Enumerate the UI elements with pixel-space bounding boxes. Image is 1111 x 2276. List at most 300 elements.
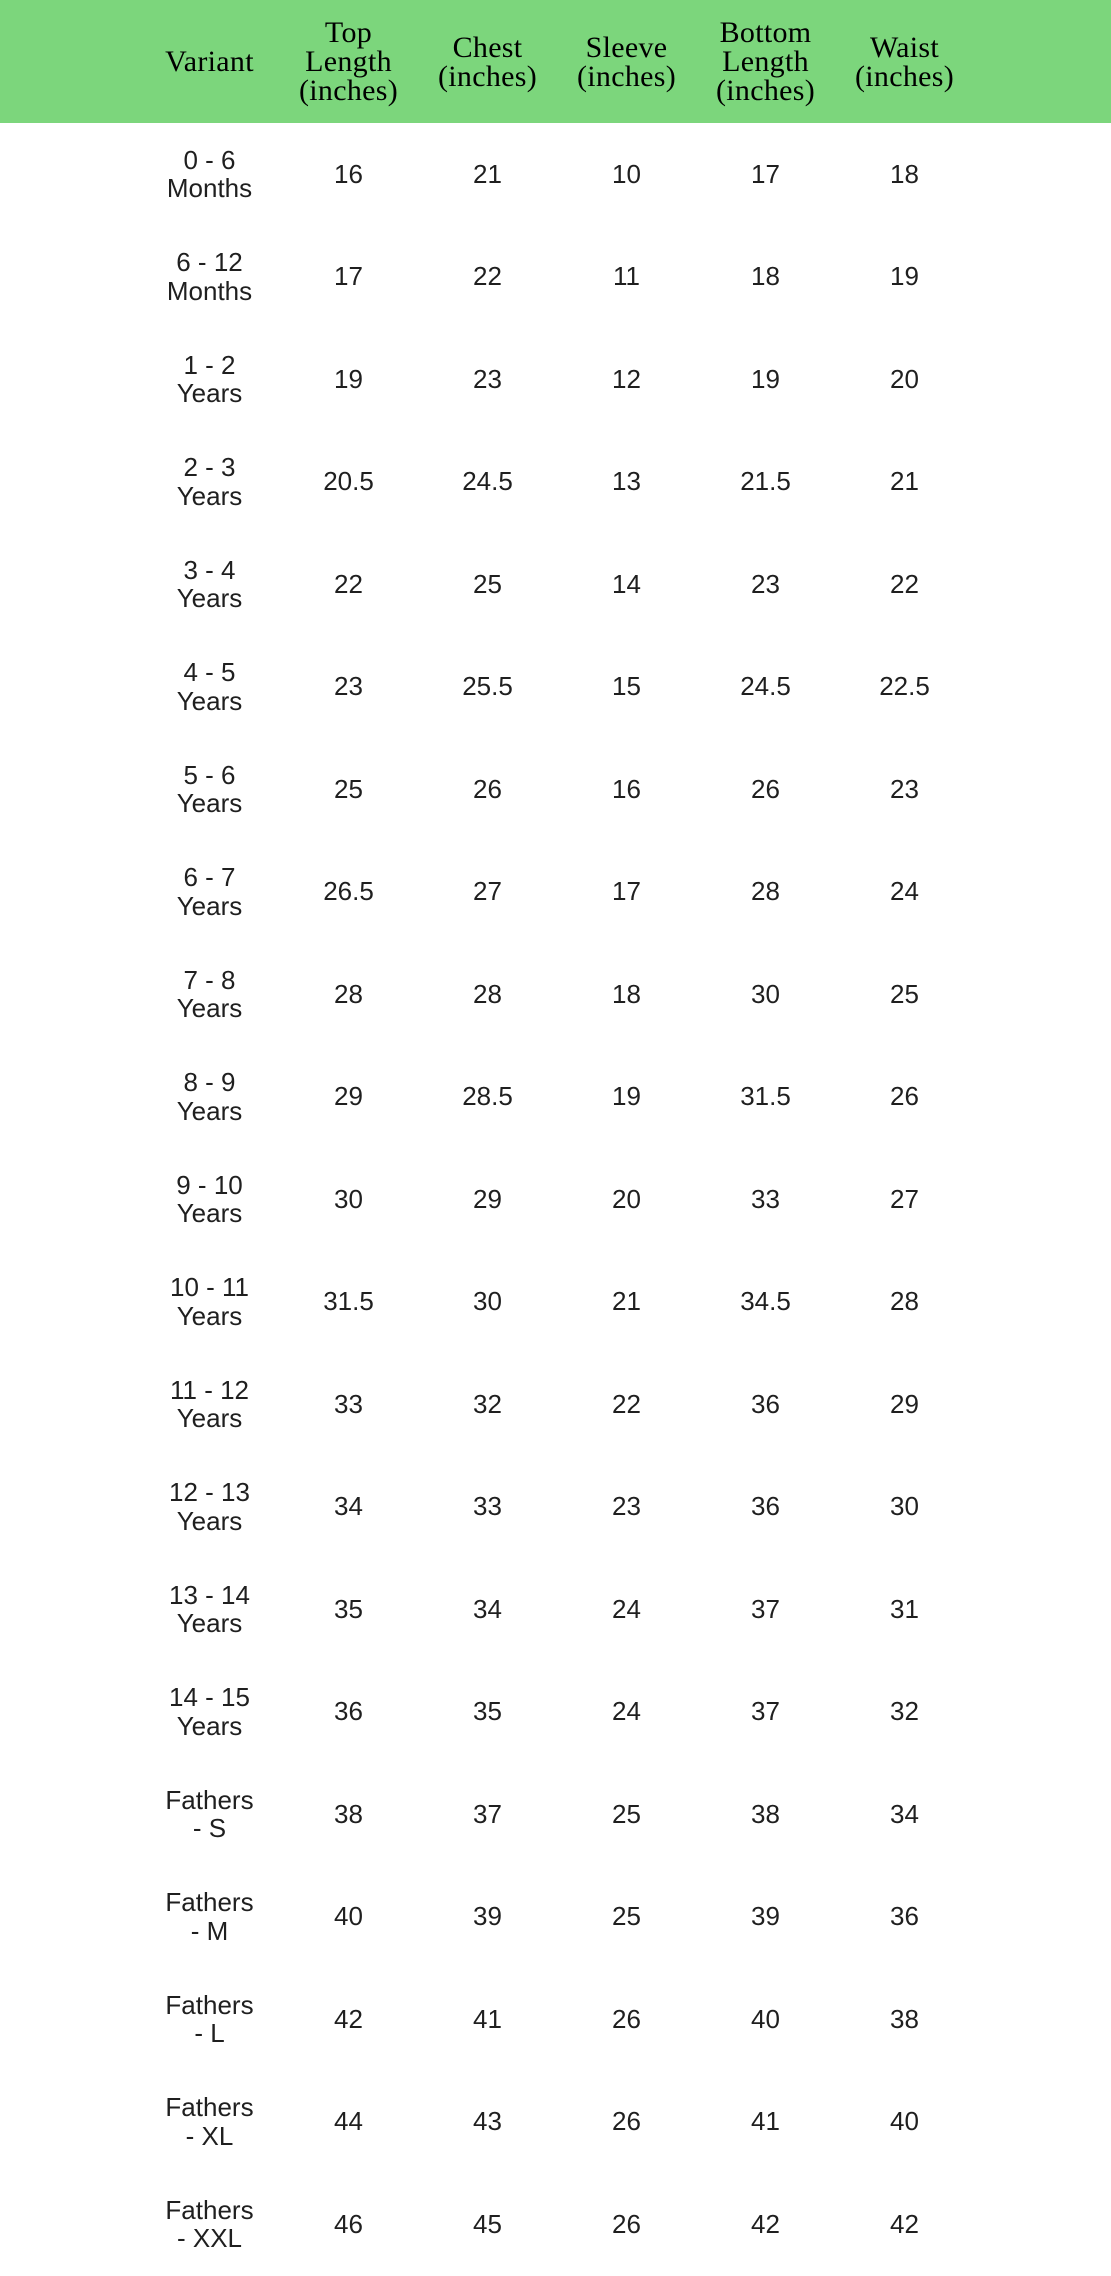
row-left-spacer <box>0 738 140 841</box>
sleeve-cell <box>557 2173 696 2276</box>
top-length-cell <box>279 636 418 739</box>
waist-cell <box>835 636 974 739</box>
chest-value: 45 <box>473 2208 502 2239</box>
chest-cell <box>418 1456 557 1559</box>
waist-cell <box>835 738 974 841</box>
chest-cell <box>418 2071 557 2174</box>
header-right-spacer <box>974 0 1111 123</box>
waist-value: 19 <box>890 261 919 292</box>
bottom-length-value: 26 <box>751 773 780 804</box>
waist-cell <box>835 943 974 1046</box>
top-length-value: 36 <box>334 1696 363 1727</box>
row-right-spacer <box>974 1046 1111 1149</box>
row-left-spacer <box>0 1353 140 1456</box>
sleeve-cell <box>557 533 696 636</box>
table-row <box>0 1353 1111 1456</box>
bottom-length-value: 39 <box>751 1901 780 1932</box>
sleeve-value: 25 <box>612 1901 641 1932</box>
sleeve-cell <box>557 328 696 431</box>
bottom-length-cell <box>696 123 835 226</box>
row-right-spacer <box>974 328 1111 431</box>
sleeve-cell <box>557 1456 696 1559</box>
variant-label: Fathers - XL <box>165 2092 254 2151</box>
bottom-length-value: 38 <box>751 1798 780 1829</box>
sleeve-value: 24 <box>612 1696 641 1727</box>
table-row <box>0 1661 1111 1764</box>
variant-cell <box>140 328 279 431</box>
waist-value: 24 <box>890 876 919 907</box>
variant-cell <box>140 1148 279 1251</box>
waist-cell <box>835 1046 974 1149</box>
row-right-spacer <box>974 1558 1111 1661</box>
variant-cell <box>140 1046 279 1149</box>
top-length-value: 29 <box>334 1081 363 1112</box>
row-right-spacer <box>974 738 1111 841</box>
sleeve-cell <box>557 943 696 1046</box>
row-left-spacer <box>0 1661 140 1764</box>
bottom-length-cell <box>696 636 835 739</box>
bottom-length-value: 18 <box>751 261 780 292</box>
waist-cell <box>835 841 974 944</box>
row-right-spacer <box>974 1353 1111 1456</box>
chest-value: 24.5 <box>462 466 513 497</box>
waist-value: 28 <box>890 1286 919 1317</box>
variant-label: 12 - 13 Years <box>169 1477 250 1536</box>
bottom-length-cell <box>696 431 835 534</box>
sleeve-cell <box>557 1763 696 1866</box>
bottom-length-value: 37 <box>751 1696 780 1727</box>
sleeve-cell <box>557 636 696 739</box>
chest-value: 34 <box>473 1593 502 1624</box>
chest-cell <box>418 123 557 226</box>
sleeve-value: 10 <box>612 158 641 189</box>
variant-cell <box>140 431 279 534</box>
top-length-value: 33 <box>334 1388 363 1419</box>
table-row <box>0 1558 1111 1661</box>
row-left-spacer <box>0 1558 140 1661</box>
bottom-length-cell <box>696 1046 835 1149</box>
variant-label: 14 - 15 Years <box>169 1682 250 1741</box>
top-length-value: 44 <box>334 2106 363 2137</box>
top-length-cell <box>279 1251 418 1354</box>
variant-cell <box>140 2173 279 2276</box>
variant-label: Fathers - S <box>165 1784 254 1844</box>
chest-cell <box>418 328 557 431</box>
bottom-length-value: 36 <box>751 1491 780 1522</box>
sleeve-cell <box>557 2071 696 2174</box>
sleeve-cell <box>557 123 696 226</box>
bottom-length-value: 21.5 <box>740 466 791 497</box>
variant-label: 1 - 2 Years <box>176 349 243 409</box>
sleeve-value: 24 <box>612 1593 641 1624</box>
bottom-length-value: 17 <box>751 158 780 189</box>
chest-cell <box>418 636 557 739</box>
chest-value: 22 <box>473 261 502 292</box>
bottom-length-value: 42 <box>751 2208 780 2239</box>
table-row <box>0 533 1111 636</box>
row-left-spacer <box>0 636 140 739</box>
sleeve-value: 25 <box>612 1798 641 1829</box>
table-body <box>0 123 1111 2276</box>
sleeve-cell <box>557 431 696 534</box>
waist-cell <box>835 1763 974 1866</box>
top-length-value: 26.5 <box>323 876 374 907</box>
top-length-value: 20.5 <box>323 466 374 497</box>
row-left-spacer <box>0 1046 140 1149</box>
row-left-spacer <box>0 328 140 431</box>
waist-cell <box>835 123 974 226</box>
row-left-spacer <box>0 1968 140 2071</box>
variant-cell <box>140 943 279 1046</box>
row-right-spacer <box>974 226 1111 329</box>
waist-value: 23 <box>890 773 919 804</box>
table-row <box>0 1251 1111 1354</box>
sleeve-value: 13 <box>612 466 641 497</box>
sleeve-cell <box>557 1251 696 1354</box>
row-right-spacer <box>974 1866 1111 1969</box>
column-header-bottom-length-label: Bottom Length (inches) <box>715 16 816 107</box>
bottom-length-cell <box>696 2173 835 2276</box>
row-left-spacer <box>0 431 140 534</box>
bottom-length-cell <box>696 841 835 944</box>
sleeve-value: 20 <box>612 1183 641 1214</box>
row-left-spacer <box>0 2173 140 2276</box>
bottom-length-value: 31.5 <box>740 1081 791 1112</box>
chest-value: 27 <box>473 876 502 907</box>
bottom-length-cell <box>696 1866 835 1969</box>
column-header-sleeve <box>557 0 696 123</box>
chest-cell <box>418 2173 557 2276</box>
row-right-spacer <box>974 431 1111 534</box>
chest-cell <box>418 226 557 329</box>
sleeve-value: 19 <box>612 1081 641 1112</box>
top-length-value: 28 <box>334 978 363 1009</box>
waist-value: 38 <box>890 2003 919 2034</box>
variant-cell <box>140 636 279 739</box>
variant-label: 6 - 7 Years <box>176 862 243 921</box>
bottom-length-cell <box>696 328 835 431</box>
bottom-length-value: 37 <box>751 1593 780 1624</box>
bottom-length-cell <box>696 1558 835 1661</box>
variant-cell <box>140 841 279 944</box>
row-left-spacer <box>0 841 140 944</box>
variant-cell <box>140 2071 279 2174</box>
top-length-cell <box>279 1558 418 1661</box>
variant-cell <box>140 738 279 841</box>
waist-cell <box>835 1968 974 2071</box>
chest-cell <box>418 1558 557 1661</box>
variant-label: 2 - 3 Years <box>176 452 243 511</box>
waist-value: 22.5 <box>879 671 930 702</box>
waist-value: 36 <box>890 1901 919 1932</box>
table-row <box>0 841 1111 944</box>
row-right-spacer <box>974 1456 1111 1559</box>
waist-cell <box>835 1353 974 1456</box>
table-row <box>0 1968 1111 2071</box>
top-length-value: 19 <box>334 363 363 394</box>
variant-label: Fathers - M <box>165 1887 254 1946</box>
variant-label: 13 - 14 Years <box>169 1579 250 1639</box>
variant-label: 10 - 11 Years <box>169 1272 249 1331</box>
sleeve-value: 22 <box>612 1388 641 1419</box>
table-header <box>0 0 1111 123</box>
sleeve-value: 23 <box>612 1491 641 1522</box>
top-length-cell <box>279 1046 418 1149</box>
waist-value: 29 <box>890 1388 919 1419</box>
sleeve-value: 26 <box>612 2208 641 2239</box>
column-header-waist-label: Waist (inches) <box>854 30 955 93</box>
waist-value: 34 <box>890 1798 919 1829</box>
sleeve-value: 11 <box>613 261 640 292</box>
top-length-cell <box>279 1866 418 1969</box>
row-left-spacer <box>0 1148 140 1251</box>
chest-cell <box>418 1661 557 1764</box>
waist-value: 30 <box>890 1491 919 1522</box>
variant-cell <box>140 1763 279 1866</box>
chest-cell <box>418 1353 557 1456</box>
bottom-length-cell <box>696 738 835 841</box>
waist-value: 21 <box>890 466 919 497</box>
chest-cell <box>418 431 557 534</box>
table-row <box>0 1456 1111 1559</box>
bottom-length-value: 30 <box>751 978 780 1009</box>
chest-value: 21 <box>473 158 502 189</box>
variant-cell <box>140 1353 279 1456</box>
row-right-spacer <box>974 533 1111 636</box>
chest-value: 26 <box>473 773 502 804</box>
waist-value: 40 <box>890 2106 919 2137</box>
variant-cell <box>140 1968 279 2071</box>
bottom-length-cell <box>696 2071 835 2174</box>
waist-value: 31 <box>890 1593 919 1624</box>
top-length-cell <box>279 2173 418 2276</box>
waist-value: 20 <box>890 363 919 394</box>
chest-value: 37 <box>473 1798 502 1829</box>
variant-cell <box>140 533 279 636</box>
column-header-chest <box>418 0 557 123</box>
chest-value: 35 <box>473 1696 502 1727</box>
waist-value: 42 <box>890 2208 919 2239</box>
sleeve-cell <box>557 1046 696 1149</box>
top-length-value: 31.5 <box>323 1286 374 1317</box>
sleeve-cell <box>557 226 696 329</box>
waist-cell <box>835 328 974 431</box>
bottom-length-cell <box>696 1353 835 1456</box>
sleeve-cell <box>557 841 696 944</box>
top-length-cell <box>279 738 418 841</box>
bottom-length-value: 36 <box>751 1388 780 1419</box>
waist-value: 22 <box>890 568 919 599</box>
top-length-cell <box>279 1353 418 1456</box>
chest-value: 32 <box>473 1388 502 1419</box>
sleeve-value: 17 <box>612 876 641 907</box>
sleeve-cell <box>557 1558 696 1661</box>
bottom-length-cell <box>696 1968 835 2071</box>
top-length-value: 23 <box>334 671 363 702</box>
top-length-cell <box>279 1661 418 1764</box>
waist-value: 32 <box>890 1696 919 1727</box>
bottom-length-cell <box>696 1661 835 1764</box>
variant-label: 0 - 6 Months <box>166 144 253 204</box>
chest-value: 41 <box>473 2003 502 2034</box>
table-row <box>0 943 1111 1046</box>
chest-cell <box>418 841 557 944</box>
top-length-value: 16 <box>334 158 363 189</box>
waist-value: 26 <box>890 1081 919 1112</box>
column-header-top-length-label: Top Length (inches) <box>298 16 399 107</box>
column-header-variant-label: Variant <box>165 45 254 78</box>
bottom-length-value: 41 <box>751 2106 780 2137</box>
variant-label: 4 - 5 Years <box>176 657 243 716</box>
sleeve-cell <box>557 1866 696 1969</box>
sleeve-value: 26 <box>612 2106 641 2137</box>
chest-value: 25 <box>473 568 502 599</box>
bottom-length-cell <box>696 943 835 1046</box>
row-left-spacer <box>0 533 140 636</box>
top-length-value: 30 <box>334 1183 363 1214</box>
waist-value: 25 <box>890 978 919 1009</box>
column-header-bottom-length <box>696 0 835 123</box>
top-length-value: 34 <box>334 1491 363 1522</box>
chest-value: 23 <box>473 363 502 394</box>
waist-cell <box>835 431 974 534</box>
row-left-spacer <box>0 1866 140 1969</box>
variant-label: 9 - 10 Years <box>176 1169 243 1229</box>
sleeve-value: 18 <box>612 978 641 1009</box>
row-left-spacer <box>0 2071 140 2174</box>
waist-cell <box>835 533 974 636</box>
variant-cell <box>140 1866 279 1969</box>
waist-cell <box>835 1148 974 1251</box>
top-length-value: 25 <box>334 773 363 804</box>
variant-cell <box>140 1456 279 1559</box>
table-row <box>0 123 1111 226</box>
row-right-spacer <box>974 1661 1111 1764</box>
table-row <box>0 1763 1111 1866</box>
column-header-top-length <box>279 0 418 123</box>
row-left-spacer <box>0 1251 140 1354</box>
top-length-cell <box>279 1456 418 1559</box>
row-right-spacer <box>974 1148 1111 1251</box>
top-length-value: 46 <box>334 2208 363 2239</box>
row-right-spacer <box>974 2173 1111 2276</box>
bottom-length-cell <box>696 1251 835 1354</box>
waist-value: 27 <box>890 1183 919 1214</box>
table-row <box>0 328 1111 431</box>
variant-label: 6 - 12 Months <box>166 247 253 306</box>
row-right-spacer <box>974 943 1111 1046</box>
chest-value: 43 <box>473 2106 502 2137</box>
table-row <box>0 2071 1111 2174</box>
row-right-spacer <box>974 2071 1111 2174</box>
bottom-length-cell <box>696 1148 835 1251</box>
top-length-cell <box>279 1763 418 1866</box>
variant-cell <box>140 1251 279 1354</box>
table-row <box>0 636 1111 739</box>
row-left-spacer <box>0 1763 140 1866</box>
row-left-spacer <box>0 1456 140 1559</box>
bottom-length-value: 33 <box>751 1183 780 1214</box>
waist-cell <box>835 1251 974 1354</box>
row-right-spacer <box>974 636 1111 739</box>
column-header-variant <box>140 0 279 123</box>
top-length-cell <box>279 841 418 944</box>
variant-label: Fathers - L <box>165 1989 254 2049</box>
chest-cell <box>418 1968 557 2071</box>
bottom-length-value: 24.5 <box>740 671 791 702</box>
chest-value: 33 <box>473 1491 502 1522</box>
top-length-value: 42 <box>334 2003 363 2034</box>
top-length-cell <box>279 1148 418 1251</box>
variant-label: 7 - 8 Years <box>176 964 243 1024</box>
waist-cell <box>835 2173 974 2276</box>
bottom-length-cell <box>696 533 835 636</box>
row-right-spacer <box>974 1251 1111 1354</box>
bottom-length-value: 34.5 <box>740 1286 791 1317</box>
top-length-cell <box>279 533 418 636</box>
sleeve-cell <box>557 1968 696 2071</box>
sleeve-value: 26 <box>612 2003 641 2034</box>
chest-cell <box>418 943 557 1046</box>
top-length-value: 35 <box>334 1593 363 1624</box>
row-right-spacer <box>974 123 1111 226</box>
chest-value: 29 <box>473 1183 502 1214</box>
row-left-spacer <box>0 123 140 226</box>
chest-value: 25.5 <box>462 671 513 702</box>
top-length-cell <box>279 2071 418 2174</box>
bottom-length-cell <box>696 1456 835 1559</box>
sleeve-cell <box>557 738 696 841</box>
variant-label: 5 - 6 Years <box>176 759 243 819</box>
top-length-value: 17 <box>334 261 363 292</box>
bottom-length-value: 40 <box>751 2003 780 2034</box>
table-row <box>0 431 1111 534</box>
sleeve-cell <box>557 1148 696 1251</box>
table-row <box>0 738 1111 841</box>
variant-cell <box>140 123 279 226</box>
row-left-spacer <box>0 943 140 1046</box>
waist-cell <box>835 1558 974 1661</box>
variant-cell <box>140 1558 279 1661</box>
table-row <box>0 2173 1111 2276</box>
sleeve-value: 21 <box>612 1286 641 1317</box>
variant-label: Fathers - XXL <box>165 2194 254 2254</box>
row-right-spacer <box>974 841 1111 944</box>
column-header-chest-label: Chest (inches) <box>437 30 538 93</box>
bottom-length-cell <box>696 226 835 329</box>
bottom-length-value: 28 <box>751 876 780 907</box>
sleeve-cell <box>557 1353 696 1456</box>
waist-cell <box>835 2071 974 2174</box>
variant-label: 8 - 9 Years <box>176 1067 243 1126</box>
waist-cell <box>835 226 974 329</box>
top-length-value: 40 <box>334 1901 363 1932</box>
header-left-spacer <box>0 0 140 123</box>
table-row <box>0 1866 1111 1969</box>
top-length-cell <box>279 943 418 1046</box>
chest-cell <box>418 533 557 636</box>
chest-value: 30 <box>473 1286 502 1317</box>
sleeve-cell <box>557 1661 696 1764</box>
sleeve-value: 16 <box>612 773 641 804</box>
top-length-value: 22 <box>334 568 363 599</box>
column-header-sleeve-label: Sleeve (inches) <box>576 30 677 93</box>
chest-cell <box>418 738 557 841</box>
table-row <box>0 1046 1111 1149</box>
waist-value: 18 <box>890 158 919 189</box>
sleeve-value: 14 <box>612 568 641 599</box>
table-row <box>0 1148 1111 1251</box>
